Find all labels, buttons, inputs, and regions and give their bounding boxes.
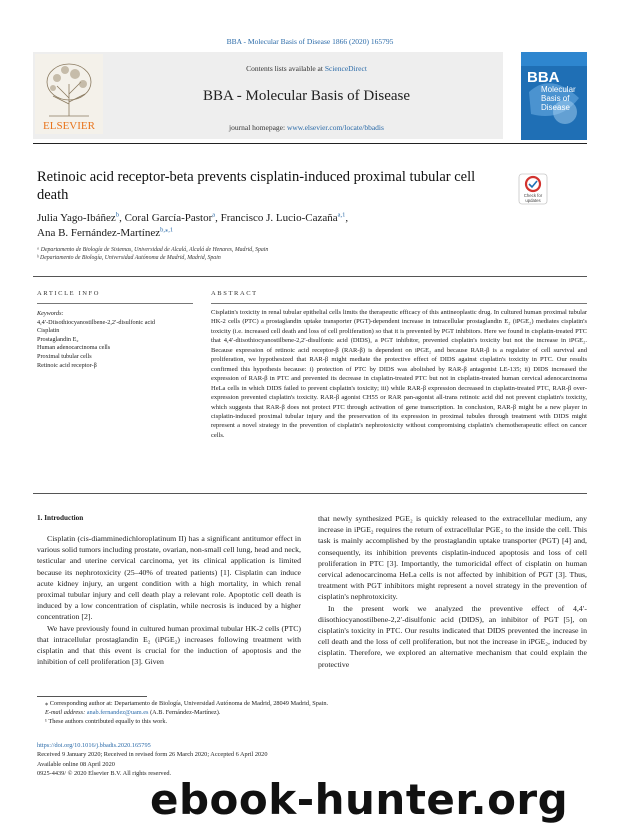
footnote-divider [37,696,147,697]
publication-info [37,741,437,779]
article-info-heading: ARTICLE INFO [37,290,101,297]
author-affiliation-marker[interactable]: a [212,211,216,219]
keyword-item: Cisplatin [37,327,60,335]
affiliations-divider [33,276,587,277]
watermark-text: ebook-hunter.org [150,775,569,824]
keywords-label: Keywords: [37,310,64,317]
affiliations [37,246,537,262]
author-affiliation-marker[interactable]: b [115,211,120,219]
body-column-right [318,513,587,670]
copyright-line: 0925-4439/ © 2020 Elsevier B.V. All rights reserved. [37,770,172,778]
equal-contribution-note: ¹ These authors contributed equally to this work. [45,717,168,725]
elsevier-wordmark: ELSEVIER [43,120,95,132]
footnotes [45,700,585,726]
journal-cover-image [521,52,587,140]
cover-line3: Disease [541,103,570,112]
check-updates-line1: Check for [523,193,543,198]
author-list [37,211,507,240]
header-divider [33,143,587,144]
affiliation-b: ᵇ Departamento de Biología, Universidad Autónoma de Madrid, Madrid, Spain [37,255,221,262]
keyword-item: Proximal tubular cells [37,352,92,360]
doi-link[interactable]: https://doi.org/10.1016/j.bbadis.2020.165795 [37,742,151,749]
author-name[interactable]: Julia Yago-Ibáñez [37,212,116,224]
body-paragraph: Cisplatin (cis-diamminedichloroplatinum II) has a significant antitumor effect in various solid tumors including prostate, ovarian, non-small cell lung, head and neck, testicular and uterine cervical carcinoma, yet its clinical application is limited because its nephrotoxicity (25–40% of treated patients) [1]. Cisplatin can induce acute kidney injury, an urgent condition with a high mortality, in which renal proximal tubular injury and cell death play a relevant role. Apoptotic cell death is induced by a low concentration of cisplatin, while necrosis is induced by a higher concentration [2]. [37,534,301,622]
body-column-left [37,533,301,667]
abstract-text: Cisplatin's toxicity in renal tubular epithelial cells limits the therapeutic efficacy of this antineoplastic drug. In cultured human proximal tubular HK-2 cells (PTC) a prostaglandin uptake transporter (PGT)-dependent increase in intracellular prostaglandin E₂ (iPGE₂) mediates cisplatin's toxicity (i.e. increased cell death and loss of cell proliferation) so that it is prevented by PGT inhibitors. Here we found in cisplatin-treated PTC that 4,4′-diisothiocyanostilbene-2,2′-disulfonic acid (DIDS), a PGT inhibitor, prevented cisplatin's toxicity but not the increase in iPGE₂. Because expression of retinoic acid receptor-β (RAR-β) is dependent on iPGE₂ and because RAR-β is a regulator of cell survival and proliferation, we hypothesized that RAR-β might mediate the protective effect of DIDS against cisplatin's toxicity in PTC. Our results confirmed this hypothesis because: i) protection of PTC by DIDS was abolished by RAR-β antagonist LE-135; ii) DIDS increased the expression of RAR-β in PTC and prevented its decrease in cisplatin-treated PTC but not in cisplatin-treated human cervical adenocarcinoma HeLa cells in which DIDS failed to prevent cisplatin's toxicity; iii) while RAR-β expression decreased in cisplatin-treated PTC, RAR-β over-expression prevented cisplatin's toxicity. RAR-β agonist CH55 or RAR pan-agonist all-trans retinoic acid did not prevent cisplatin's toxicity, which suggests that RAR-β does not protect PTC through activation of gene transcription. In conclusion, RAR-β might be a new player in cisplatin-induced proximal tubular injury and the preservation of its expression in proximal tubules through treatment with DIDS might represent a novel strategy in the prevention of cisplatin's nephrotoxicity without compromising cisplatin's chemotherapeutic effect on cancer cells. [211,309,587,439]
email-note [45,709,585,718]
online-date: Available online 08 April 2020 [37,760,115,768]
sciencedirect-link[interactable]: ScienceDirect [324,64,367,73]
journal-name: BBA - Molecular Basis of Disease [202,88,411,104]
elsevier-tree-logo-icon [35,54,103,134]
abstract-bottom-rule [33,493,587,494]
author-affiliation-marker[interactable]: b,⁎,1 [160,225,174,233]
cover-abbr: BBA [527,69,560,86]
email-suffix: (A.B. Fernández-Martínez). [148,708,221,716]
homepage-prefix: journal homepage: [229,123,287,132]
keywords-block [37,310,197,370]
author-name[interactable]: Ana B. Fernández-Martínez [37,226,161,239]
keyword-item: Human adenocarcinoma cells [37,344,111,352]
homepage-link[interactable]: www.elsevier.com/locate/bbadis [286,123,384,132]
keyword-item: Prostaglandin E₂ [37,335,79,343]
received-dates: Received 9 January 2020; Received in revised form 26 March 2020; Accepted 6 April 2020 [37,751,268,759]
email-label: E-mail address: [45,708,87,716]
article-title: Retinoic acid receptor-beta prevents cisplatin-induced proximal tubular cell death [37,169,476,203]
author-name[interactable]: Francisco J. Lucio-Cazaña [220,212,338,224]
author-separator: , [119,212,125,224]
contents-prefix: Contents lists available at [246,64,325,73]
body-paragraph: that newly synthesized PGE₂ is quickly released to the extracellular medium, any increase in iPGE₂ requires the return of extracellular PGE₂ to the inside the cell. This task is mainly accomplished by the prostaglandin uptake transporter (PGT) [4] and, consequently, its inhibition prevents cisplatin-induced apoptosis and loss of cell proliferation in PTC [3]. Importantly, the tumoricidal effect of cisplatin on human cervical adenocarcinoma HeLa cells is not affected by inhibition of PGT [3]. Thus, treatment with PGT inhibitors might represent a novel strategy in the prevention of cisplatin's nephrotoxicity. [318,514,587,602]
abstract-heading: ABSTRACT [211,290,258,297]
author-separator: , [345,212,349,224]
email-link[interactable]: anab.fernandez@uam.es [86,708,149,716]
cover-line2: Basis of [541,94,570,103]
abstract-rule [211,303,587,304]
author-name[interactable]: Coral García-Pastor [124,212,213,224]
affiliation-a: ᵃ Departamento de Biología de Sistemas, Universidad de Alcalá, Alcalá de Henares, Madrid, Spain [37,247,269,253]
author-separator: , [215,212,221,224]
cover-line1: Molecular [541,85,576,94]
check-for-updates-icon[interactable] [518,173,548,205]
article-info-rule [37,303,193,304]
journal-citation-line[interactable]: BBA - Molecular Basis of Disease 1866 (2020) 165795 [226,37,394,46]
corresponding-author-note: ⁎ Corresponding author at: Departamento de Biología, Universidad Autónoma de Madrid, 28049 Madrid, Spain. [45,700,329,707]
keyword-item: Retinoic acid receptor-β [37,361,97,369]
body-paragraph: We have previously found in cultured human proximal tubular HK-2 cells (PTC) that intracellular prostaglandin E₂ (iPGE₂) increases following treatment with cisplatin and that this event is crucial for the induction of apoptosis and the inhibition of cell proliferation [3]. Given [37,623,301,667]
introduction-heading: 1. Introduction [37,514,84,522]
homepage-line [110,123,503,132]
check-updates-line2: updates [525,198,541,203]
body-paragraph: In the present work we analyzed the preventive effect of 4,4′-diisothiocyanostilbene-2,2′-disulfonic acid (DIDS), an inhibitor of PGT [5], on cisplatin's toxicity in PTC. Our results indicated that DIDS prevented the increase in cell death and the loss of cell proliferation, but not the increase in iPGE₂, induced by cisplatin. Therefore, we explored an alternative mechanism that could explain the protective [318,603,587,669]
author-affiliation-marker[interactable]: a,1 [337,211,346,219]
keyword-item: 4,4′-Diisothiocyanostilbene-2,2′-disulfonic acid [37,318,156,326]
contents-line [110,64,503,73]
